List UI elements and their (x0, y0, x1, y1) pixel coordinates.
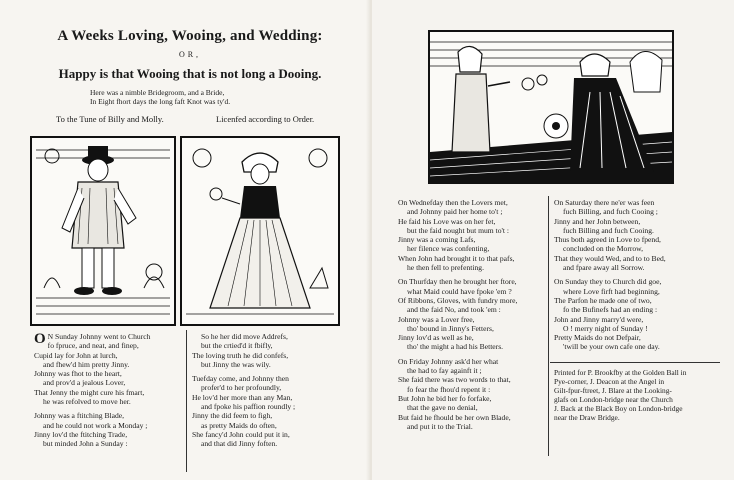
verse-line: and fpare away all Sorrow. (563, 263, 645, 273)
verse-line: and the faid No, and took 'em : (407, 305, 501, 315)
verse-line: he was refolved to move her. (43, 397, 131, 407)
verse-monday (34, 331, 151, 449)
verse-line: tho' bound in Jinny's Fetters, (407, 323, 494, 333)
woodcut-man (30, 136, 176, 326)
verse-line: Jinny lov'd as well as he, (398, 333, 474, 343)
verse-line: When John had brought it to that pafs, (398, 253, 515, 263)
title-or: OR, (178, 50, 202, 59)
verse-line: The Parfon he made one of two, (554, 295, 652, 305)
ballad-description (90, 88, 340, 106)
verse-line: So he her did move Addrefs, (201, 332, 288, 341)
verse-line: and fpoke his paffion roundly ; (201, 402, 296, 412)
verse-line: O ! merry night of Sunday ! (563, 323, 648, 333)
imprint-line: Gilt-fpur-ftreet, J. Blare at the Looking- (554, 386, 672, 395)
licensed-line: Licenfed according to Order. (216, 114, 315, 124)
verse-line: Jinny lov'd the ftitching Trade, (34, 429, 128, 439)
right-page (372, 0, 734, 480)
verse-line: John and Jinny marry'd were, (554, 314, 644, 324)
verse-line: But faid he fhould be her own Blade, (398, 412, 511, 422)
printer-imprint (554, 368, 686, 422)
verse-line: what Maid could have fpoke 'em ? (407, 286, 512, 296)
verse-line: N Sunday Johnny went to Church (47, 332, 151, 341)
column-divider (548, 196, 549, 456)
verse-line: Johnny was a ftitching Blade, (34, 411, 125, 421)
verse-line: and fhew'd him pretty Jinny. (43, 359, 130, 369)
verse-line: her filence was confenting, (407, 244, 490, 254)
verse-line: that the gave no denial, (407, 403, 478, 413)
verse-line: On Wednefday then the Lovers met, (398, 198, 508, 207)
woman-illustration (182, 138, 338, 324)
verse-line: He lov'd her more than any Man, (192, 392, 293, 402)
verse-line: the had to fay againft it ; (407, 366, 482, 376)
verse-line: fo fpruce, and neat, and finep, (47, 341, 139, 351)
verse-tuesday (192, 332, 295, 449)
verse-line: he then fell to prefenting. (407, 263, 484, 273)
imprint-line: glafs on London-bridge near the Church (554, 395, 673, 404)
man-illustration (32, 138, 174, 324)
verse-line: But John he bid her fo forfake, (398, 393, 492, 403)
verse-line: On Thurfday then he brought her ftore, (398, 277, 517, 287)
verse-line: fo fear the fhou'd repent it : (407, 384, 491, 394)
verse-line: where Love firft had beginning, (563, 286, 660, 296)
verse-line: Cupid lay for John at lurch, (34, 350, 118, 360)
verse-line: but minded John a Sunday : (43, 439, 128, 449)
drop-cap: O (34, 331, 46, 347)
verse-line: fo the Bufinefs had an ending : (563, 305, 658, 315)
ballad-subtitle: Happy is that Wooing that is not long a Dooing. (58, 66, 322, 81)
verse-line: and Johnny paid her home to't ; (407, 207, 503, 217)
verse-line: He faid his Love was on her fet, (398, 216, 496, 226)
verse-line: The loving truth he did confefs, (192, 350, 289, 360)
verse-line: She fancy'd John could put it in, (192, 429, 290, 439)
column-divider (186, 330, 187, 472)
verse-line: fuch Billing, and fuch Cooing ; (563, 207, 658, 217)
verse-line: Of Ribbons, Gloves, with fundry more, (398, 295, 518, 305)
verse-line: and that did Jinny foften. (201, 439, 278, 449)
verse-line: Pretty Maids do not Defpair, (554, 333, 641, 343)
verse-wednesday-friday (398, 198, 517, 431)
couple-illustration (430, 32, 672, 182)
woodcut-woman (180, 136, 340, 326)
verse-line: but Jinny the was wily. (201, 359, 271, 369)
verse-line: but the faid nought but mum to't : (407, 225, 509, 235)
description-line: In Eight fhort days the long faft Knot was ty'd. (90, 97, 231, 106)
imprint-line: J. Back at the Black Boy on London-bridge (554, 404, 683, 413)
verse-line: tho' the might a had his Betters. (407, 342, 504, 352)
woodcut-couple (428, 30, 674, 184)
imprint-line: near the Draw Bridge. (554, 413, 620, 422)
ballad-title: A Weeks Loving, Wooing, and Wedding: (57, 28, 323, 44)
verse-line: and he could not work a Monday ; (43, 420, 148, 430)
verse-line: Tuefday come, and Johnny then (192, 374, 289, 384)
verse-line: but the crtied'd it fbifly, (201, 341, 273, 351)
verse-line: That Jenny the might cure his fmart, (34, 387, 145, 397)
verse-line: On Friday Johnny ask'd her what (398, 356, 499, 366)
description-line: Here was a nimble Bridegroom, and a Bride, (90, 88, 225, 97)
verse-line: Johnny was a Lover free, (398, 314, 475, 324)
verse-line: fuch Billing and fuch Cooing. (563, 225, 654, 235)
verse-line: 'twill be your own cafe one day. (563, 342, 660, 352)
verse-line: On Saturday there ne'er was feen (554, 198, 655, 207)
verse-line: and put it to the Trial. (407, 421, 473, 431)
verse-line: as pretty Maids do often, (201, 420, 277, 430)
tune-line: To the Tune of Billy and Molly. (56, 114, 164, 124)
verse-line: Jinny was a coming Lafs, (398, 235, 476, 245)
imprint-line: Printed for P. Brookfby at the Golden Ball in (554, 368, 687, 377)
verse-line: Jinny and her John between, (554, 216, 641, 226)
verse-line: profer'd to her profoundly, (201, 383, 282, 393)
verse-line: concluded on the Morrow, (563, 244, 644, 254)
verse-line: On Sunday they to Church did goe, (554, 277, 662, 287)
verse-line: Thus both agreed in Love to fpend, (554, 235, 661, 245)
verse-line: She faid there was two words to that, (398, 375, 511, 385)
imprint-divider (550, 362, 720, 363)
verse-line: That they would Wed, and to to Bed, (554, 253, 666, 263)
imprint-line: Pye-corner, J. Deacon at the Angel in (554, 377, 665, 386)
verse-line: Johnny was fhot to the heart, (34, 369, 122, 379)
verse-saturday-sunday (554, 198, 666, 352)
verse-line: Jinny the did feem to figh, (192, 411, 273, 421)
verse-line: and prov'd a jealous Lover, (43, 378, 126, 388)
